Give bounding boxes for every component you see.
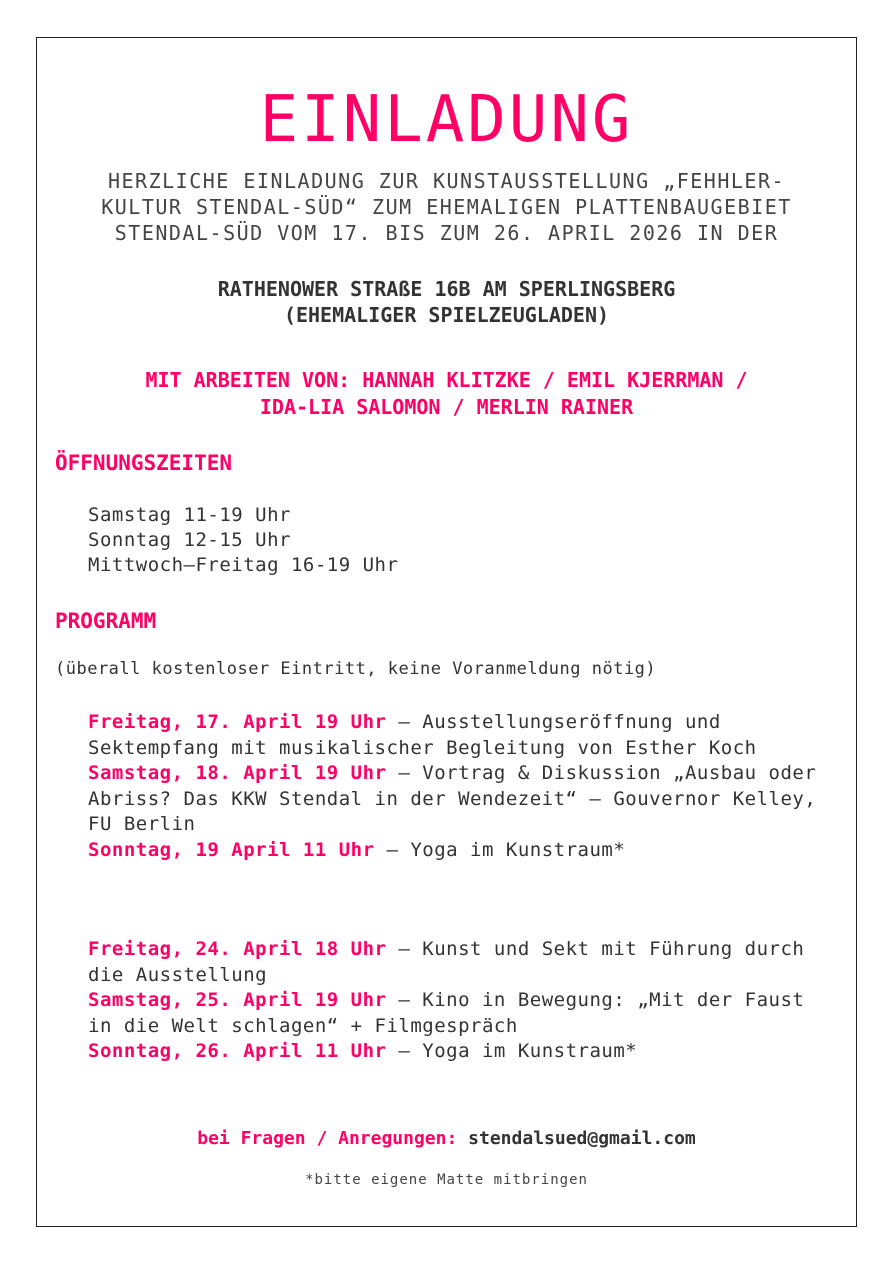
event-description: – Yoga im Kunstraum* <box>386 1040 638 1062</box>
intro-line: HERZLICHE EINLADUNG ZUR KUNSTAUSSTELLUNG „FEHHLER- <box>107 169 786 193</box>
artists-list <box>50 367 843 421</box>
address-line: (EHEMALIGER SPIELZEUGLADEN) <box>283 303 610 327</box>
footnote: *bitte eigene Matte mitbringen <box>305 1172 588 1188</box>
event-description: – Kino in Bewegung: „Mit der Faust in die Welt schlagen“ + Filmgespräch <box>88 989 805 1037</box>
intro-line: STENDAL-SÜD VOM 17. BIS ZUM 26. APRIL 2026 IN DER <box>114 221 779 245</box>
program-note: (überall kostenloser Eintritt, keine Voranmeldung nötig) <box>55 659 657 679</box>
venue-address <box>60 276 833 328</box>
artists-line: IDA-LIA SALOMON / MERLIN RAINER <box>259 395 634 419</box>
contact-label: bei Fragen / Anregungen: <box>197 1128 469 1149</box>
address-line: RATHENOWER STRAßE 16B AM SPERLINGSBERG <box>217 277 676 301</box>
opening-hours-heading: ÖFFNUNGSZEITEN <box>55 451 233 475</box>
event-description: – Ausstellungseröffnung und Sektempfang mit musikalischer Begleitung von Esther Koch <box>88 711 757 759</box>
hours-line: Samstag 11-19 Uhr <box>88 504 291 526</box>
event-date: Freitag, 17. April 19 Uhr <box>88 711 387 733</box>
contact-email-link[interactable]: stendalsued@gmail.com <box>468 1128 696 1149</box>
event-item <box>88 988 838 1039</box>
event-date: Freitag, 24. April 18 Uhr <box>88 938 387 960</box>
artists-line: MIT ARBEITEN VON: HANNAH KLITZKE / EMIL KJERRMAN / <box>145 368 748 392</box>
event-date: Sonntag, 26. April 11 Uhr <box>88 1040 387 1062</box>
event-description: – Yoga im Kunstraum* <box>374 838 626 861</box>
intro-text <box>60 168 833 246</box>
program-week-1 <box>88 710 838 863</box>
event-date: Samstag, 18. April 19 Uhr <box>88 762 387 784</box>
event-item <box>88 937 838 988</box>
event-item <box>88 838 838 864</box>
program-heading: PROGRAMM <box>55 609 157 633</box>
event-description: – Kunst und Sekt mit Führung durch die Ausstellung <box>88 938 805 986</box>
event-date: Samstag, 25. April 19 Uhr <box>88 989 387 1011</box>
event-item <box>88 710 838 761</box>
contact-line <box>0 1126 893 1152</box>
program-week-2 <box>88 937 838 1065</box>
event-item <box>88 1039 838 1065</box>
hours-line: Mittwoch–Freitag 16-19 Uhr <box>88 554 399 576</box>
event-description: – Vortrag & Diskussion „Ausbau oder Abriss? Das KKW Stendal in der Wendezeit“ – Gouvernor Kelley, FU Berlin <box>88 762 817 835</box>
hours-line: Sonntag 12-15 Uhr <box>88 529 291 551</box>
opening-hours-list <box>88 503 398 578</box>
event-date: Sonntag, 19 April 11 Uhr <box>88 838 375 861</box>
event-item <box>88 761 838 838</box>
intro-line: KULTUR STENDAL-SÜD“ ZUM EHEMALIGEN PLATTENBAUGEBIET <box>101 195 792 219</box>
page-title: EINLADUNG <box>259 83 634 157</box>
